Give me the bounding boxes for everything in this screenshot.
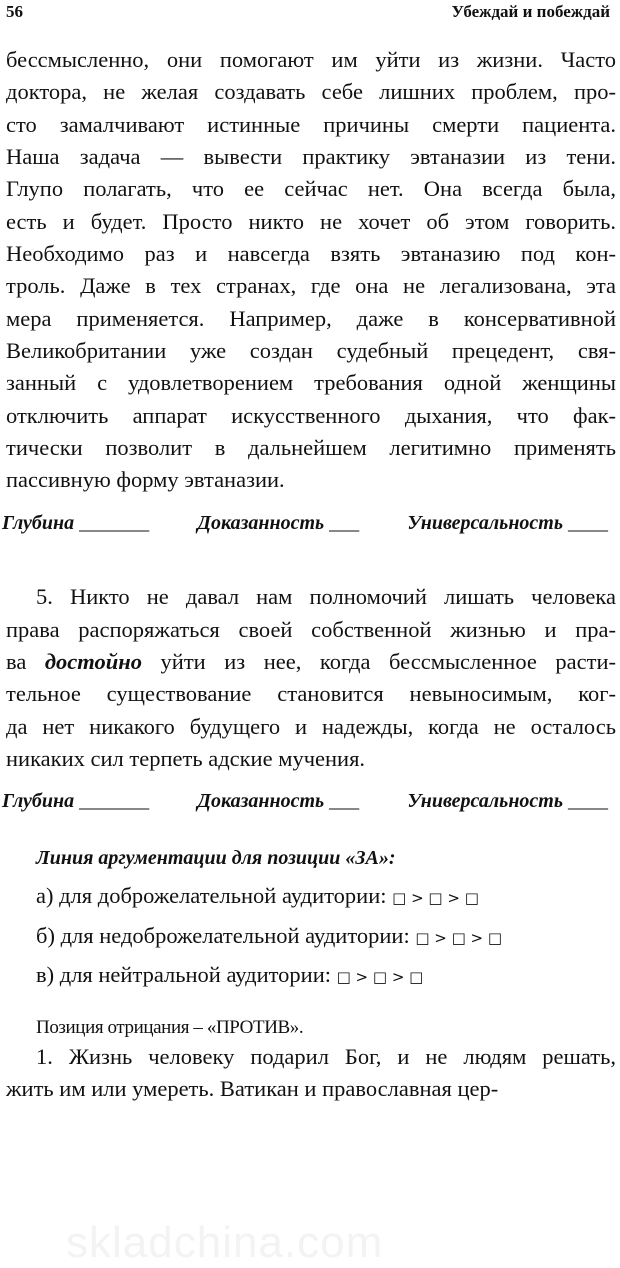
- text-line: Великобритании уже создан судебный прецедент, свя-: [6, 338, 616, 363]
- proof-blank[interactable]: ___: [329, 512, 360, 534]
- proof-blank[interactable]: ___: [329, 790, 360, 812]
- running-title: Убеждай и побеждай: [451, 2, 610, 21]
- text-fragment: ва: [6, 649, 27, 674]
- text-fragment: уйти из нее, когда бессмысленное расти-: [160, 649, 616, 674]
- argument-heading: Линия аргументации для позиции «ЗА»:: [36, 847, 396, 869]
- rating-row-1: [2, 512, 608, 535]
- text-line: доктора, не желая создавать себе лишних проблем, про-: [6, 79, 616, 104]
- text-line: тически позволит в дальнейшем легитимно применять: [6, 435, 616, 460]
- text-line: мера применяется. Например, даже в консервативной: [6, 306, 616, 331]
- universality-blank[interactable]: ____: [568, 512, 608, 534]
- text-line: Наша задача — вывести практику эвтаназии из тени.: [6, 144, 616, 169]
- text-line: 5. Никто не давал нам полномочий лишать человека: [36, 584, 616, 609]
- negation-heading: Позиция отрицания – «ПРОТИВ».: [36, 1017, 304, 1038]
- text-line: жить им или умереть. Ватикан и православная цер-: [6, 1076, 499, 1101]
- argument-item-label: а) для доброжелательной аудитории:: [36, 883, 387, 908]
- text-line: 1. Жизнь человеку подарил Бог, и не людям решать,: [36, 1044, 616, 1069]
- proof-label: Доказанность: [197, 512, 325, 534]
- text-line: отключить аппарат искусственного дыхания, что фак-: [6, 403, 616, 428]
- text-line: никаких сил терпеть адские мучения.: [6, 746, 366, 771]
- text-line: Необходимо раз и навсегда взять эвтаназию под кон-: [6, 241, 616, 266]
- text-line: занный с удовлетворением требования одной женщины: [6, 370, 616, 395]
- text-line: да нет никакого будущего и надежды, когда не осталось: [6, 714, 616, 739]
- text-line: [6, 646, 616, 678]
- text-line: тельное существование становится невыносимым, ког-: [6, 681, 616, 706]
- universality-label: Универсальность: [407, 512, 563, 534]
- depth-blank[interactable]: _______: [79, 512, 150, 534]
- text-line: сто замалчивают истинные причины смерти пациента.: [6, 112, 616, 137]
- argument-item: [36, 880, 620, 914]
- argument-item: [36, 920, 620, 954]
- sequence-boxes[interactable]: □ > □ > □: [336, 968, 424, 986]
- argument-item-label: б) для недоброжелательной аудитории:: [36, 923, 410, 948]
- rating-row-2: [2, 790, 608, 813]
- text-line: троль. Даже в тех странах, где она не легализована, эта: [6, 273, 616, 298]
- argument-item-label: в) для нейтральной аудитории:: [36, 962, 331, 987]
- page-header: [6, 2, 610, 24]
- watermark: skladchina.com: [66, 1218, 384, 1267]
- depth-blank[interactable]: _______: [79, 790, 150, 812]
- text-line: Глупо полагать, что ее сейчас нет. Она всегда была,: [6, 176, 616, 201]
- sequence-boxes[interactable]: □ > □ > □: [415, 929, 503, 947]
- depth-label: Глубина: [2, 512, 75, 534]
- text-line: пассивную форму эвтаназии.: [6, 467, 285, 492]
- argument-item: [36, 959, 620, 993]
- text-line: бессмысленно, они помогают им уйти из жизни. Часто: [6, 47, 616, 72]
- page-number: 56: [6, 2, 23, 21]
- sequence-boxes[interactable]: □ > □ > □: [392, 889, 479, 907]
- universality-blank[interactable]: ____: [568, 790, 608, 812]
- text-line: есть и будет. Просто никто не хочет об этом говорить.: [6, 209, 616, 234]
- depth-label: Глубина: [2, 790, 75, 812]
- text-line: права распоряжаться своей собственной жизнью и пра-: [6, 617, 616, 642]
- emphasis-text: достойно: [44, 649, 142, 674]
- universality-label: Универсальность: [407, 790, 563, 812]
- proof-label: Доказанность: [197, 790, 325, 812]
